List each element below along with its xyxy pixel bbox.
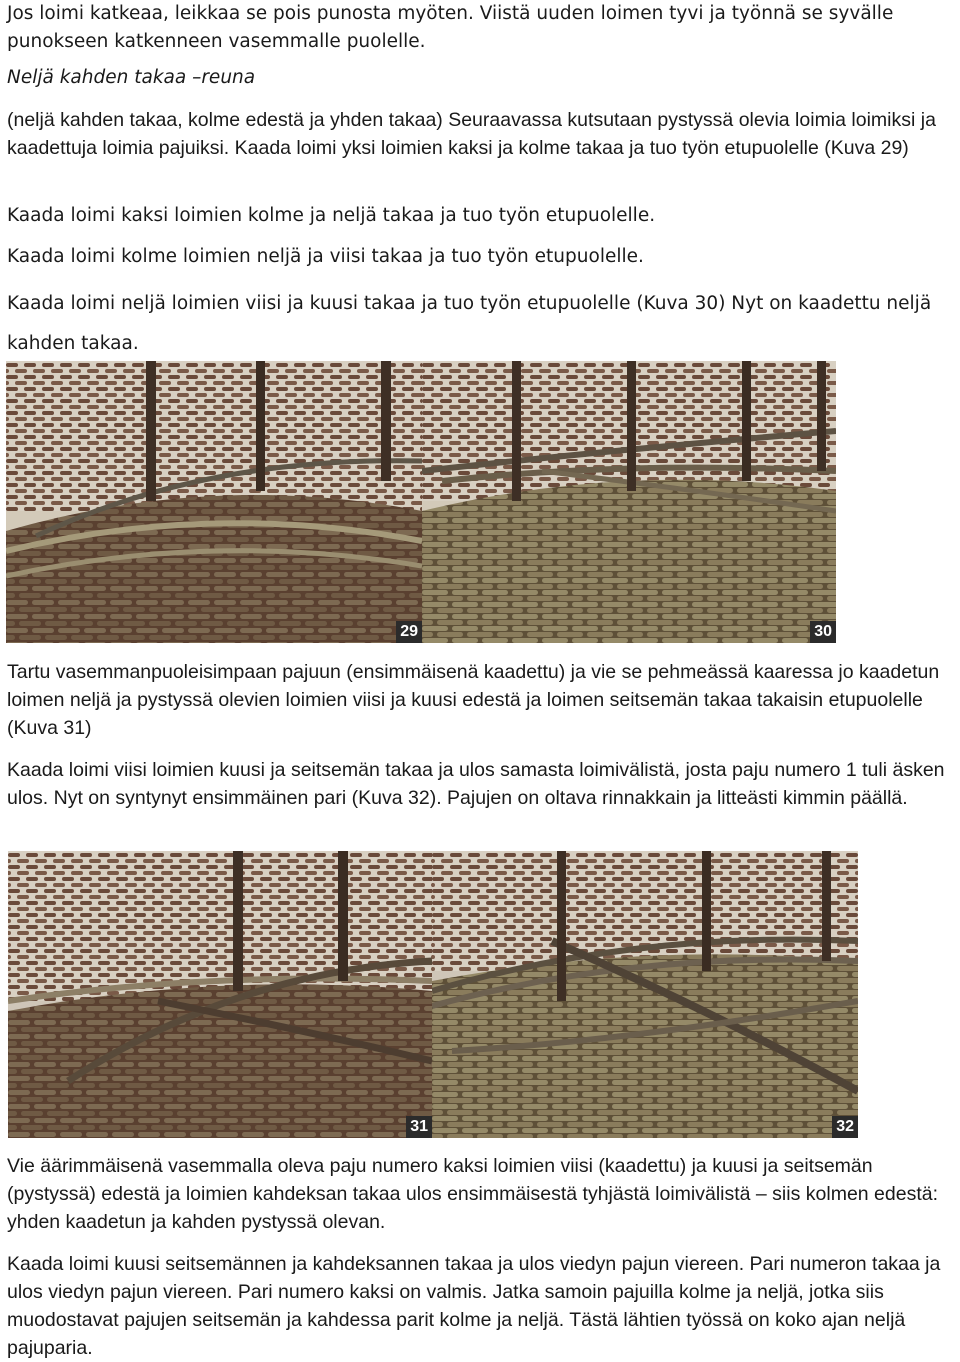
paragraph-broken-stake: Jos loimi katkeaa, leikkaa se pois punosta myöten. Viistä uuden loimen tyvi ja työnnä se syvälle punokseen katkenneen vasemmalle puolelle. (7, 3, 894, 52)
photo-figure-32 (432, 851, 858, 1138)
paragraph-step-6: Kaada loimi viisi loimien kuusi ja seitsemän takaa ja ulos samasta loimivälistä, josta paju numero 1 tuli äsken ulos. Nyt on syntynyt ensimmäinen pari (Kuva 32). Pajujen on oltava rinnakkain ja litteästi kimmin päällä. (7, 759, 945, 809)
photo-figure-30 (422, 361, 836, 643)
photo-figure-29 (6, 361, 422, 643)
paragraph-step-4: Kaada loimi neljä loimien viisi ja kuusi takaa ja tuo työn etupuolelle (Kuva 30) Nyt on kaadettu neljä kahden takaa. (7, 293, 932, 354)
paragraph-step-3: Kaada loimi kolme loimien neljä ja viisi takaa ja tuo työn etupuolelle. (7, 246, 644, 267)
paragraph-step-2: Kaada loimi kaksi loimien kolme ja neljä takaa ja tuo työn etupuolelle. (7, 205, 656, 226)
photo-figure-31 (8, 851, 432, 1138)
section-heading: Neljä kahden takaa –reuna (7, 67, 256, 88)
figure-number: 30 (810, 621, 836, 643)
figure-number: 29 (396, 621, 422, 643)
paragraph-step-8: Kaada loimi kuusi seitsemännen ja kahdeksannen takaa ja ulos viedyn pajun viereen. Pari numeron takaa ja ulos viedyn pajun viereen. Pari numero kaksi on valmis. Jatka samoin pajuilla kolme ja neljä, jotka siis muodostavat pajujen seitsemän ja kahdessa parit kolme ja neljä. Tästä lähtien työssä on koko ajan neljä pajuparia. (7, 1253, 941, 1359)
paragraph-step-5: Tartu vasemmanpuoleisimpaan pajuun (ensimmäisenä kaadettu) ja vie se pehmeässä kaaressa jo kaadetun loimen neljä ja pystyssä olevien loimien viisi ja kuusi edestä ja loimen seitsemän takaa takaisin etupuolelle (Kuva 31) (7, 661, 940, 739)
paragraph-intro: (neljä kahden takaa, kolme edestä ja yhden takaa) Seuraavassa kutsutaan pystyssä olevia loimia loimiksi ja kaadettuja loimia pajuiksi. Kaada loimi yksi loimien kaksi ja kolme takaa ja tuo työn etupuolelle (Kuva 29) (7, 109, 936, 159)
paragraph-step-7: Vie äärimmäisenä vasemmalla oleva paju numero kaksi loimien viisi (kaadettu) ja kuusi ja seitsemän (pystyssä) edestä ja loimien kahdeksan takaa ulos ensimmäisestä tyhjästä loimivälistä – siis kolmen edestä: yhden kaadetun ja kahden pystyssä olevan. (7, 1155, 939, 1233)
figure-number: 32 (832, 1116, 858, 1138)
figure-number: 31 (406, 1116, 432, 1138)
